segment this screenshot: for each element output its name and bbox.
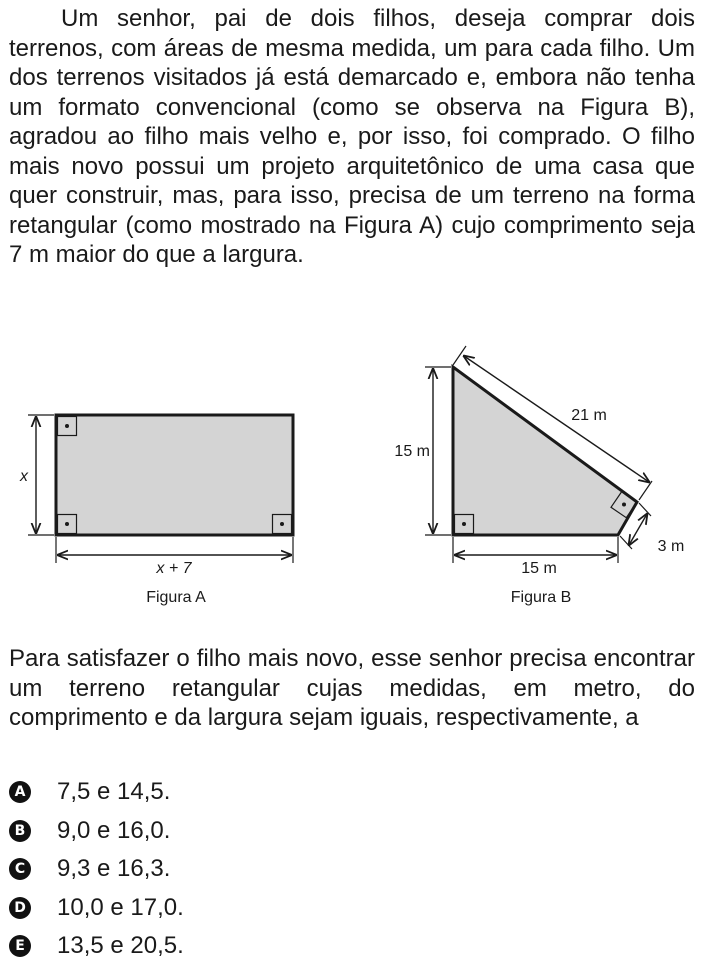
left-label: 15 m bbox=[394, 443, 430, 460]
option-a-text: 7,5 e 14,5. bbox=[57, 778, 171, 806]
trapezoid-terrain bbox=[453, 367, 637, 535]
figure-b-caption: Figura B bbox=[510, 589, 572, 606]
option-b[interactable] bbox=[9, 812, 184, 851]
option-d-letter: D bbox=[9, 897, 31, 919]
figure-a bbox=[19, 415, 293, 606]
rectangle-terrain bbox=[56, 415, 293, 535]
small-side-label: 3 m bbox=[657, 538, 685, 555]
figure-a-caption: Figura A bbox=[146, 589, 206, 606]
option-c-letter: C bbox=[9, 858, 31, 880]
option-e-letter: E bbox=[9, 935, 31, 957]
answer-options bbox=[9, 773, 184, 966]
problem-statement: Um senhor, pai de dois filhos, deseja comprar dois terrenos, com áreas de mesma medida, um para cada filho. Um dos terrenos visitados já está demarcado e, embora não tenha um formato convencional (como se observa na Figura B), agradou ao filho mais velho e, por isso, foi comprado. O filho mais novo possui um projeto arquitetônico de uma casa que quer construir, mas, para isso, precisa de um terreno na forma retangular (como mostrado na Figura A) cujo comprimento seja 7 m maior do que a largura. bbox=[9, 5, 695, 268]
hypotenuse-label: 21 m bbox=[571, 407, 607, 424]
figures bbox=[0, 340, 705, 620]
figure-b bbox=[394, 346, 684, 606]
option-b-text: 9,0 e 16,0. bbox=[57, 816, 171, 844]
option-c[interactable] bbox=[9, 850, 184, 889]
option-e[interactable] bbox=[9, 927, 184, 966]
option-e-text: 13,5 e 20,5. bbox=[57, 932, 184, 960]
height-label: x bbox=[20, 468, 28, 485]
option-b-letter: B bbox=[9, 820, 31, 842]
option-c-text: 9,3 e 16,3. bbox=[57, 855, 171, 883]
width-label: x + 7 bbox=[156, 560, 192, 577]
option-d-text: 10,0 e 17,0. bbox=[57, 893, 184, 921]
option-d[interactable] bbox=[9, 889, 184, 928]
small-side-dimension-line bbox=[629, 514, 647, 545]
bottom-label: 15 m bbox=[521, 560, 557, 577]
question-text: Para satisfazer o filho mais novo, esse senhor precisa encontrar um terreno retangular cujas medidas, em metro, do comprimento e da largura sejam iguais, respectivamente, a bbox=[9, 645, 695, 731]
option-a-letter: A bbox=[9, 781, 31, 803]
option-a[interactable] bbox=[9, 773, 184, 812]
